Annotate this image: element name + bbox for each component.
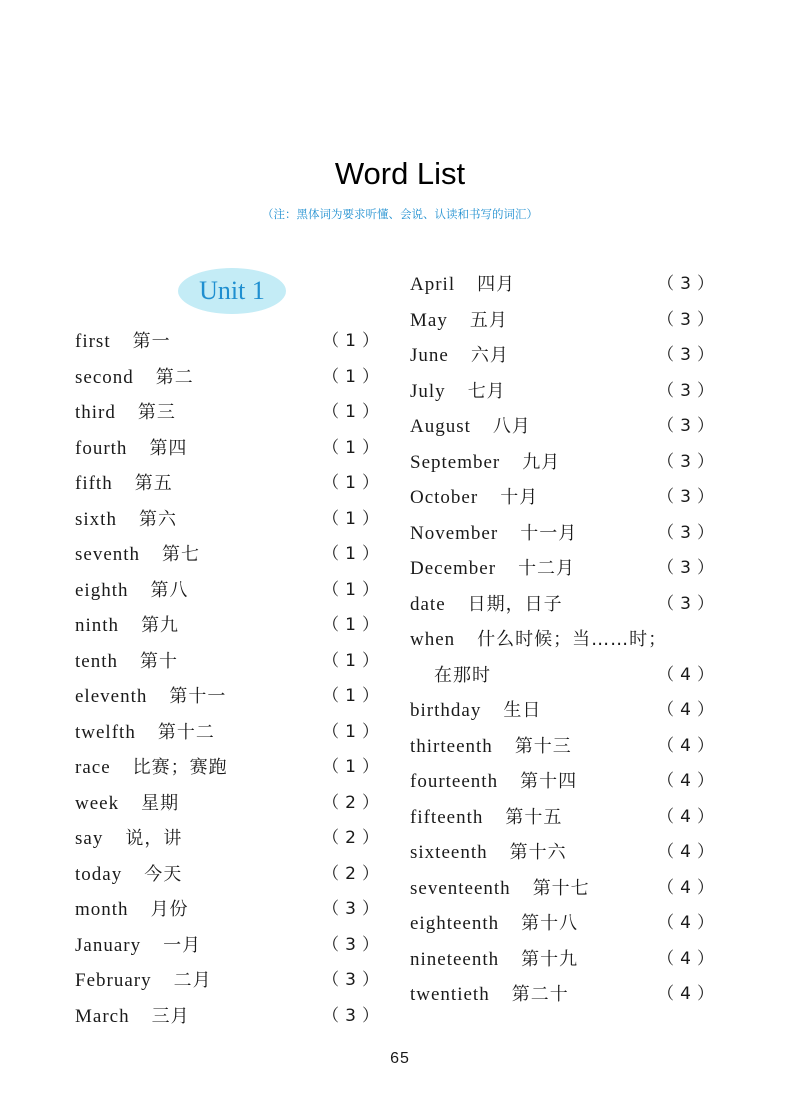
word-entry (75, 573, 385, 609)
entry-word: March (75, 1005, 130, 1027)
entry-meaning: 在那时 (434, 664, 491, 686)
entry-word: sixteenth (410, 842, 488, 863)
entry-page-ref: （1） (322, 437, 385, 458)
entry-meaning: 什么时候；当……时； (477, 629, 668, 650)
entry-word: twelfth (75, 721, 136, 743)
entry-word: month (75, 899, 129, 920)
entry-page-ref: （2） (322, 792, 385, 813)
entry-page-ref: （1） (322, 650, 385, 671)
entry-page-ref: （1） (322, 757, 385, 777)
entry-word: tenth (75, 650, 118, 672)
entry-page-ref: （1） (322, 579, 385, 600)
entry-meaning: 六月 (470, 345, 509, 366)
entry-meaning: 第五 (134, 473, 173, 494)
entry-word: April (410, 274, 456, 295)
word-entry (410, 480, 720, 516)
word-entry (410, 587, 720, 623)
entry-meaning: 今天 (144, 863, 183, 885)
entry-page-ref: （4） (657, 877, 720, 898)
word-entry (410, 729, 720, 765)
word-entry (410, 516, 720, 552)
word-entry (410, 835, 720, 871)
entry-word: third (75, 402, 116, 423)
entry-meaning: 星期 (141, 792, 180, 814)
entry-word: May (410, 309, 448, 331)
entry-word: second (75, 366, 134, 388)
entry-meaning: 第十三 (514, 735, 572, 757)
entry-word: twentieth (410, 984, 490, 1005)
entry-page-ref: （3） (657, 593, 720, 614)
word-entry (75, 750, 385, 786)
entry-meaning: 第九 (141, 615, 180, 636)
entry-page-ref: （3） (322, 970, 385, 990)
entry-meaning: 第四 (149, 437, 188, 459)
word-entry (410, 871, 720, 907)
entry-word: eighteenth (410, 913, 500, 934)
entry-meaning: 第十六 (509, 842, 567, 863)
entry-page-ref: （3） (657, 309, 720, 330)
word-entry (75, 892, 385, 928)
entry-word: October (410, 487, 479, 508)
entry-meaning: 第七 (162, 544, 201, 565)
word-entry (75, 679, 385, 715)
entry-meaning: 第二 (155, 366, 194, 388)
entry-meaning: 十二月 (518, 558, 576, 579)
word-entry (75, 928, 385, 964)
entry-meaning: 十一月 (520, 522, 578, 544)
entry-word: July (410, 380, 446, 402)
entry-page-ref: （3） (657, 274, 720, 294)
entry-word: February (75, 970, 152, 991)
entry-word: ninth (75, 615, 120, 636)
word-entry (410, 693, 720, 729)
word-entry (410, 267, 720, 303)
entry-page-ref: （3） (657, 558, 720, 578)
entry-word: eighth (75, 579, 129, 601)
word-entry (410, 622, 720, 658)
entry-word: first (75, 331, 111, 352)
note-text: （注：黑体词为要求听懂、会说、认读和书写的词汇） (262, 207, 538, 221)
entry-word: January (75, 934, 142, 956)
entry-meaning: 七月 (467, 380, 506, 402)
entry-word: today (75, 863, 123, 885)
entry-page-ref: （1） (322, 508, 385, 529)
entry-page-ref: （1） (322, 615, 385, 635)
word-entry (75, 502, 385, 538)
entry-meaning: 说，讲 (125, 828, 183, 849)
word-entry (75, 857, 385, 893)
word-entry (75, 999, 385, 1035)
entry-word: seventeenth (410, 877, 511, 899)
entry-meaning: 八月 (492, 416, 531, 437)
entry-page-ref: （1） (322, 366, 385, 387)
entry-meaning: 五月 (469, 309, 508, 331)
word-list-right-column (410, 267, 720, 1013)
word-list-left-column (75, 324, 385, 1034)
word-entry (75, 324, 385, 360)
entry-page-ref: （1） (322, 402, 385, 422)
word-entry (75, 537, 385, 573)
entry-word: say (75, 828, 104, 849)
entry-word: sixth (75, 508, 117, 530)
entry-meaning: 一月 (163, 934, 202, 956)
entry-meaning: 第十一 (169, 686, 227, 707)
entry-page-ref: （3） (657, 416, 720, 436)
entry-word: birthday (410, 700, 482, 721)
word-entry (410, 906, 720, 942)
word-entry (75, 786, 385, 822)
word-entry (75, 431, 385, 467)
entry-word: fifth (75, 473, 113, 494)
unit-badge: Unit 1 (178, 268, 286, 314)
word-entry (75, 608, 385, 644)
entry-meaning: 第三 (137, 402, 176, 423)
entry-page-ref: （4） (657, 984, 720, 1004)
entry-word: week (75, 792, 120, 814)
word-entry (75, 360, 385, 396)
entry-word: November (410, 522, 499, 544)
entry-word: race (75, 757, 111, 778)
word-entry (75, 395, 385, 431)
entry-word: December (410, 558, 497, 579)
entry-page-ref: （4） (657, 771, 720, 791)
word-entry (410, 445, 720, 481)
entry-page-ref: （3） (657, 451, 720, 472)
entry-word: fourth (75, 437, 128, 459)
entry-page-ref: （3） (322, 1005, 385, 1026)
entry-page-ref: （1） (322, 544, 385, 564)
entry-page-ref: （3） (657, 380, 720, 401)
entry-page-ref: （4） (657, 735, 720, 756)
entry-meaning: 生日 (503, 700, 542, 721)
word-entry (75, 963, 385, 999)
word-entry (410, 409, 720, 445)
page-title: Word List (334, 156, 466, 191)
entry-word: eleventh (75, 686, 148, 707)
entry-meaning: 二月 (173, 970, 212, 991)
entry-meaning: 第十二 (157, 721, 215, 743)
entry-page-ref: （3） (657, 487, 720, 507)
entry-page-ref: （4） (657, 664, 720, 685)
word-entry (75, 821, 385, 857)
entry-word: date (410, 593, 446, 615)
entry-meaning: 第八 (150, 579, 189, 601)
entry-word: when (410, 629, 456, 650)
entry-page-ref: （3） (322, 899, 385, 919)
entry-page-ref: （4） (657, 842, 720, 862)
entry-meaning: 第十九 (521, 948, 579, 970)
entry-page-ref: （3） (322, 934, 385, 955)
entry-word: seventh (75, 544, 141, 565)
entry-page-ref: （1） (322, 721, 385, 742)
entry-page-ref: （3） (657, 522, 720, 543)
entry-word: September (410, 451, 501, 473)
word-entry (410, 303, 720, 339)
entry-word: thirteenth (410, 735, 493, 757)
entry-meaning: 第六 (138, 508, 177, 530)
entry-word: August (410, 416, 471, 437)
entry-page-ref: （4） (657, 913, 720, 933)
word-entry (410, 551, 720, 587)
word-entry (75, 715, 385, 751)
word-entry (75, 644, 385, 680)
entry-meaning: 第十四 (520, 771, 578, 792)
entry-meaning: 比赛；赛跑 (132, 757, 228, 778)
entry-page-ref: （2） (322, 828, 385, 848)
word-entry (410, 764, 720, 800)
entry-page-ref: （4） (657, 806, 720, 827)
page-number: 65 (390, 1050, 410, 1067)
word-entry (410, 338, 720, 374)
entry-word: June (410, 345, 449, 366)
entry-meaning: 第十五 (505, 806, 563, 828)
word-entry (410, 977, 720, 1013)
entry-meaning: 第十八 (521, 913, 579, 934)
entry-word: fourteenth (410, 771, 499, 792)
entry-meaning: 四月 (477, 274, 516, 295)
entry-meaning: 第十 (140, 650, 178, 672)
entry-meaning: 九月 (522, 451, 561, 473)
entry-meaning: 十月 (500, 487, 539, 508)
word-entry (410, 658, 720, 694)
word-entry (410, 800, 720, 836)
entry-page-ref: （1） (322, 686, 385, 706)
entry-meaning: 第十七 (532, 877, 590, 899)
entry-word: fifteenth (410, 806, 484, 828)
entry-word: nineteenth (410, 948, 500, 970)
entry-page-ref: （1） (322, 473, 385, 493)
entry-meaning: 日期，日子 (467, 593, 563, 615)
entry-page-ref: （4） (657, 700, 720, 720)
entry-meaning: 第二十 (511, 984, 569, 1005)
entry-meaning: 月份 (150, 899, 189, 920)
entry-meaning: 第一 (132, 331, 171, 352)
entry-meaning: 三月 (151, 1005, 190, 1027)
entry-page-ref: （2） (322, 863, 385, 884)
word-entry (410, 374, 720, 410)
entry-page-ref: （1） (322, 331, 385, 351)
entry-page-ref: （4） (657, 948, 720, 969)
word-entry (410, 942, 720, 978)
entry-page-ref: （3） (657, 345, 720, 365)
word-entry (75, 466, 385, 502)
